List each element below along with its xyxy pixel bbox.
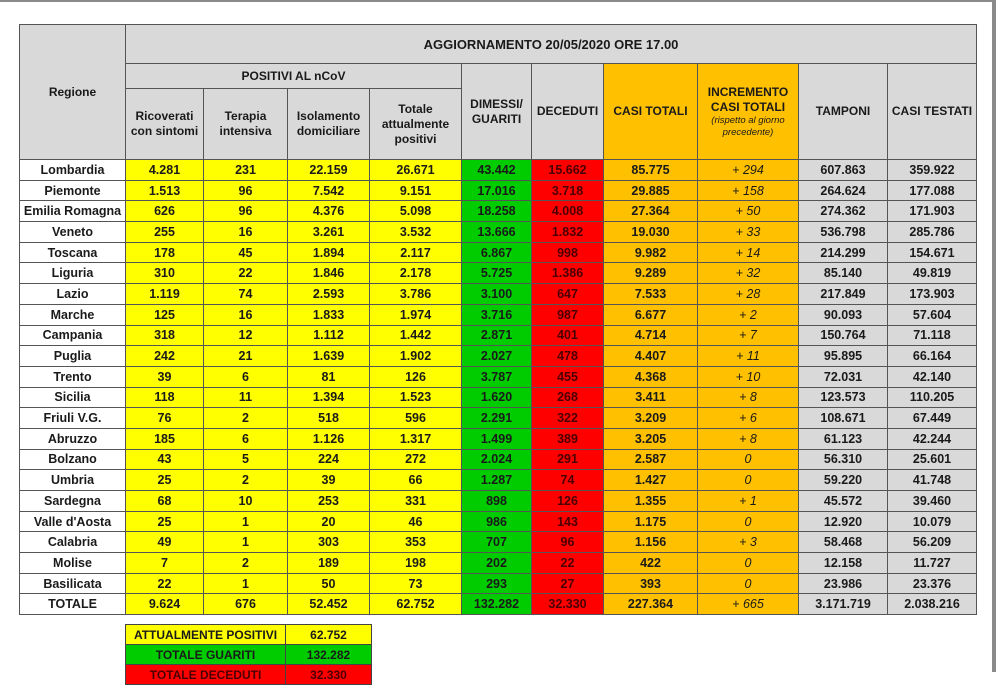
cell-totale-positivi: 272 [370, 449, 462, 470]
cell-incremento: + 2 [698, 304, 799, 325]
summary-label: TOTALE GUARITI [126, 645, 286, 665]
cell-ricoverati: 76 [126, 408, 204, 429]
cell-ricoverati: 43 [126, 449, 204, 470]
cell-casi-testati: 66.164 [888, 346, 977, 367]
table-row [20, 387, 977, 408]
table-row [20, 222, 977, 243]
cell-dimessi: 3.716 [462, 304, 532, 325]
cell-casi-testati: 110.205 [888, 387, 977, 408]
cell-totale-positivi: 198 [370, 553, 462, 574]
cell-isolamento: 1.126 [288, 428, 370, 449]
cell-isolamento: 1.846 [288, 263, 370, 284]
cell-regione: Lazio [20, 284, 126, 305]
cell-dimessi: 2.291 [462, 408, 532, 429]
cell-terapia: 6 [204, 366, 288, 387]
cell-incremento: 0 [698, 573, 799, 594]
cell-ricoverati: 7 [126, 553, 204, 574]
cell-casi-testati: 2.038.216 [888, 594, 977, 615]
cell-incremento: 0 [698, 449, 799, 470]
cell-casi-totali: 1.175 [604, 511, 698, 532]
cell-ricoverati: 9.624 [126, 594, 204, 615]
cell-terapia: 676 [204, 594, 288, 615]
cell-totale-positivi: 3.786 [370, 284, 462, 305]
cell-terapia: 16 [204, 222, 288, 243]
cell-totale-positivi: 1.523 [370, 387, 462, 408]
cell-isolamento: 52.452 [288, 594, 370, 615]
cell-totale-positivi: 1.974 [370, 304, 462, 325]
cell-deceduti: 15.662 [532, 160, 604, 181]
cell-tamponi: 264.624 [799, 180, 888, 201]
cell-ricoverati: 39 [126, 366, 204, 387]
cell-terapia: 96 [204, 180, 288, 201]
cell-deceduti: 4.008 [532, 201, 604, 222]
cell-casi-testati: 23.376 [888, 573, 977, 594]
cell-totale-positivi: 73 [370, 573, 462, 594]
cell-incremento: 0 [698, 511, 799, 532]
cell-totale-positivi: 1.317 [370, 428, 462, 449]
cell-tamponi: 45.572 [799, 491, 888, 512]
cell-casi-testati: 359.922 [888, 160, 977, 181]
cell-deceduti: 143 [532, 511, 604, 532]
table-row [20, 532, 977, 553]
table-row [20, 553, 977, 574]
cell-tamponi: 56.310 [799, 449, 888, 470]
cell-totale-positivi: 62.752 [370, 594, 462, 615]
cell-ricoverati: 1.513 [126, 180, 204, 201]
table-row [20, 201, 977, 222]
cell-casi-totali: 85.775 [604, 160, 698, 181]
cell-ricoverati: 118 [126, 387, 204, 408]
cell-terapia: 1 [204, 573, 288, 594]
cell-dimessi: 3.787 [462, 366, 532, 387]
cell-totale-positivi: 66 [370, 470, 462, 491]
cell-terapia: 45 [204, 242, 288, 263]
cell-ricoverati: 1.119 [126, 284, 204, 305]
cell-dimessi: 5.725 [462, 263, 532, 284]
cell-isolamento: 1.112 [288, 325, 370, 346]
header-incremento-note: (rispetto al giorno precedente) [711, 114, 785, 138]
summary-row [126, 665, 372, 685]
header-totale-positivi: Totale attualmente positivi [370, 89, 462, 160]
summary-body [126, 625, 372, 685]
total-row [20, 594, 977, 615]
cell-deceduti: 268 [532, 387, 604, 408]
cell-regione: Calabria [20, 532, 126, 553]
cell-totale-positivi: 331 [370, 491, 462, 512]
cell-casi-testati: 56.209 [888, 532, 977, 553]
cell-isolamento: 1.833 [288, 304, 370, 325]
cell-regione: Lombardia [20, 160, 126, 181]
cell-deceduti: 401 [532, 325, 604, 346]
cell-casi-testati: 71.118 [888, 325, 977, 346]
header-casi-testati: CASI TESTATI [888, 64, 977, 160]
cell-dimessi: 3.100 [462, 284, 532, 305]
cell-isolamento: 39 [288, 470, 370, 491]
cell-deceduti: 987 [532, 304, 604, 325]
table-row [20, 366, 977, 387]
cell-casi-testati: 25.601 [888, 449, 977, 470]
cell-casi-testati: 57.604 [888, 304, 977, 325]
cell-casi-totali: 1.156 [604, 532, 698, 553]
cell-dimessi: 202 [462, 553, 532, 574]
cell-tamponi: 95.895 [799, 346, 888, 367]
cell-regione: Toscana [20, 242, 126, 263]
cell-totale-positivi: 5.098 [370, 201, 462, 222]
header-positivi-group: POSITIVI AL nCoV [126, 64, 462, 89]
cell-incremento: + 11 [698, 346, 799, 367]
cell-regione: Liguria [20, 263, 126, 284]
cell-isolamento: 50 [288, 573, 370, 594]
cell-tamponi: 12.920 [799, 511, 888, 532]
cell-incremento: 0 [698, 553, 799, 574]
cell-deceduti: 389 [532, 428, 604, 449]
cell-deceduti: 322 [532, 408, 604, 429]
cell-isolamento: 1.639 [288, 346, 370, 367]
cell-regione: Emilia Romagna [20, 201, 126, 222]
cell-terapia: 2 [204, 470, 288, 491]
cell-regione: Marche [20, 304, 126, 325]
cell-casi-totali: 29.885 [604, 180, 698, 201]
cell-ricoverati: 68 [126, 491, 204, 512]
cell-dimessi: 2.871 [462, 325, 532, 346]
cell-casi-testati: 285.786 [888, 222, 977, 243]
cell-isolamento: 22.159 [288, 160, 370, 181]
cell-casi-totali: 3.209 [604, 408, 698, 429]
cell-casi-testati: 49.819 [888, 263, 977, 284]
summary-value: 132.282 [286, 645, 372, 665]
summary-row [126, 645, 372, 665]
cell-dimessi: 43.442 [462, 160, 532, 181]
cell-tamponi: 3.171.719 [799, 594, 888, 615]
cell-dimessi: 898 [462, 491, 532, 512]
cell-deceduti: 1.832 [532, 222, 604, 243]
table-row [20, 408, 977, 429]
cell-ricoverati: 4.281 [126, 160, 204, 181]
table-row [20, 284, 977, 305]
cell-dimessi: 986 [462, 511, 532, 532]
cell-casi-totali: 4.407 [604, 346, 698, 367]
cell-dimessi: 6.867 [462, 242, 532, 263]
cell-tamponi: 61.123 [799, 428, 888, 449]
table-row [20, 428, 977, 449]
cell-regione: Campania [20, 325, 126, 346]
cell-dimessi: 707 [462, 532, 532, 553]
cell-tamponi: 150.764 [799, 325, 888, 346]
cell-isolamento: 518 [288, 408, 370, 429]
cell-totale-positivi: 126 [370, 366, 462, 387]
cell-ricoverati: 318 [126, 325, 204, 346]
cell-isolamento: 4.376 [288, 201, 370, 222]
cell-tamponi: 72.031 [799, 366, 888, 387]
cell-incremento: + 28 [698, 284, 799, 305]
cell-regione: Trento [20, 366, 126, 387]
table-row [20, 573, 977, 594]
cell-isolamento: 7.542 [288, 180, 370, 201]
cell-ricoverati: 255 [126, 222, 204, 243]
cell-casi-testati: 42.244 [888, 428, 977, 449]
cell-tamponi: 214.299 [799, 242, 888, 263]
summary-value: 32.330 [286, 665, 372, 685]
cell-totale-positivi: 46 [370, 511, 462, 532]
header-ricoverati: Ricoverati con sintomi [126, 89, 204, 160]
cell-ricoverati: 125 [126, 304, 204, 325]
cell-casi-testati: 67.449 [888, 408, 977, 429]
table-title: AGGIORNAMENTO 20/05/2020 ORE 17.00 [126, 25, 977, 64]
cell-deceduti: 478 [532, 346, 604, 367]
cell-casi-testati: 42.140 [888, 366, 977, 387]
cell-deceduti: 291 [532, 449, 604, 470]
cell-dimessi: 1.620 [462, 387, 532, 408]
cell-ricoverati: 178 [126, 242, 204, 263]
cell-casi-totali: 6.677 [604, 304, 698, 325]
cell-terapia: 96 [204, 201, 288, 222]
cell-dimessi: 17.016 [462, 180, 532, 201]
cell-ricoverati: 22 [126, 573, 204, 594]
header-isolamento: Isolamento domiciliare [288, 89, 370, 160]
cell-terapia: 6 [204, 428, 288, 449]
cell-ricoverati: 626 [126, 201, 204, 222]
cell-regione: Umbria [20, 470, 126, 491]
cell-casi-totali: 227.364 [604, 594, 698, 615]
table-row [20, 242, 977, 263]
table-row [20, 263, 977, 284]
cell-incremento: + 6 [698, 408, 799, 429]
cell-incremento: + 8 [698, 387, 799, 408]
header-incremento [698, 64, 799, 160]
cell-deceduti: 455 [532, 366, 604, 387]
table-row [20, 325, 977, 346]
cell-incremento: + 158 [698, 180, 799, 201]
cell-tamponi: 23.986 [799, 573, 888, 594]
cell-terapia: 10 [204, 491, 288, 512]
cell-regione: Veneto [20, 222, 126, 243]
cell-tamponi: 12.158 [799, 553, 888, 574]
cell-deceduti: 74 [532, 470, 604, 491]
table-row [20, 491, 977, 512]
cell-deceduti: 1.386 [532, 263, 604, 284]
header-terapia: Terapia intensiva [204, 89, 288, 160]
cell-casi-totali: 9.982 [604, 242, 698, 263]
cell-casi-testati: 173.903 [888, 284, 977, 305]
cell-terapia: 2 [204, 553, 288, 574]
cell-deceduti: 32.330 [532, 594, 604, 615]
cell-incremento: + 7 [698, 325, 799, 346]
header-deceduti: DECEDUTI [532, 64, 604, 160]
cell-terapia: 231 [204, 160, 288, 181]
cell-casi-totali: 27.364 [604, 201, 698, 222]
cell-casi-testati: 11.727 [888, 553, 977, 574]
cell-regione: Abruzzo [20, 428, 126, 449]
header-casi-totali: CASI TOTALI [604, 64, 698, 160]
table-row [20, 511, 977, 532]
cell-casi-totali: 7.533 [604, 284, 698, 305]
cell-regione: TOTALE [20, 594, 126, 615]
table-row [20, 304, 977, 325]
cell-isolamento: 1.894 [288, 242, 370, 263]
cell-regione: Piemonte [20, 180, 126, 201]
cell-incremento: 0 [698, 470, 799, 491]
cell-tamponi: 90.093 [799, 304, 888, 325]
cell-totale-positivi: 26.671 [370, 160, 462, 181]
cell-deceduti: 647 [532, 284, 604, 305]
cell-deceduti: 22 [532, 553, 604, 574]
cell-tamponi: 274.362 [799, 201, 888, 222]
cell-incremento: + 33 [698, 222, 799, 243]
cell-dimessi: 13.666 [462, 222, 532, 243]
table-row [20, 449, 977, 470]
cell-tamponi: 217.849 [799, 284, 888, 305]
cell-tamponi: 58.468 [799, 532, 888, 553]
cell-dimessi: 2.027 [462, 346, 532, 367]
cell-incremento: + 294 [698, 160, 799, 181]
summary-value: 62.752 [286, 625, 372, 645]
summary-label: TOTALE DECEDUTI [126, 665, 286, 685]
cell-incremento: + 3 [698, 532, 799, 553]
cell-terapia: 74 [204, 284, 288, 305]
cell-tamponi: 123.573 [799, 387, 888, 408]
table-row [20, 346, 977, 367]
cell-dimessi: 132.282 [462, 594, 532, 615]
cell-ricoverati: 49 [126, 532, 204, 553]
cell-dimessi: 2.024 [462, 449, 532, 470]
header-dimessi: DIMESSI/ GUARITI [462, 64, 532, 160]
cell-incremento: + 8 [698, 428, 799, 449]
cell-casi-testati: 39.460 [888, 491, 977, 512]
cell-dimessi: 1.499 [462, 428, 532, 449]
cell-totale-positivi: 1.442 [370, 325, 462, 346]
cell-tamponi: 108.671 [799, 408, 888, 429]
cell-isolamento: 303 [288, 532, 370, 553]
cell-ricoverati: 25 [126, 470, 204, 491]
cell-tamponi: 85.140 [799, 263, 888, 284]
cell-totale-positivi: 2.178 [370, 263, 462, 284]
cell-incremento: + 10 [698, 366, 799, 387]
cell-deceduti: 3.718 [532, 180, 604, 201]
cell-totale-positivi: 353 [370, 532, 462, 553]
cell-casi-totali: 3.411 [604, 387, 698, 408]
cell-casi-totali: 2.587 [604, 449, 698, 470]
cell-ricoverati: 25 [126, 511, 204, 532]
cell-totale-positivi: 1.902 [370, 346, 462, 367]
cell-regione: Sicilia [20, 387, 126, 408]
cell-incremento: + 50 [698, 201, 799, 222]
cell-casi-totali: 1.427 [604, 470, 698, 491]
cell-deceduti: 27 [532, 573, 604, 594]
cell-terapia: 5 [204, 449, 288, 470]
cell-totale-positivi: 2.117 [370, 242, 462, 263]
cell-incremento: + 32 [698, 263, 799, 284]
cell-totale-positivi: 596 [370, 408, 462, 429]
cell-terapia: 16 [204, 304, 288, 325]
cell-casi-totali: 19.030 [604, 222, 698, 243]
cell-isolamento: 20 [288, 511, 370, 532]
cell-isolamento: 189 [288, 553, 370, 574]
cell-casi-testati: 171.903 [888, 201, 977, 222]
cell-casi-testati: 10.079 [888, 511, 977, 532]
cell-terapia: 11 [204, 387, 288, 408]
cell-deceduti: 96 [532, 532, 604, 553]
cell-ricoverati: 310 [126, 263, 204, 284]
cell-casi-totali: 393 [604, 573, 698, 594]
table-row [20, 470, 977, 491]
cell-tamponi: 59.220 [799, 470, 888, 491]
cell-casi-totali: 9.289 [604, 263, 698, 284]
header-tamponi: TAMPONI [799, 64, 888, 160]
cell-terapia: 12 [204, 325, 288, 346]
cell-incremento: + 665 [698, 594, 799, 615]
cell-regione: Sardegna [20, 491, 126, 512]
summary-table [125, 624, 372, 685]
cell-terapia: 22 [204, 263, 288, 284]
cell-isolamento: 3.261 [288, 222, 370, 243]
cell-incremento: + 14 [698, 242, 799, 263]
cell-isolamento: 253 [288, 491, 370, 512]
cell-regione: Molise [20, 553, 126, 574]
cell-incremento: + 1 [698, 491, 799, 512]
cell-deceduti: 126 [532, 491, 604, 512]
header-regione: Regione [20, 25, 126, 160]
cell-isolamento: 2.593 [288, 284, 370, 305]
cell-terapia: 1 [204, 532, 288, 553]
cell-dimessi: 18.258 [462, 201, 532, 222]
header-incremento-label: INCREMENTO CASI TOTALI [707, 84, 789, 114]
cell-regione: Basilicata [20, 573, 126, 594]
table-row [20, 180, 977, 201]
cell-regione: Bolzano [20, 449, 126, 470]
cell-terapia: 1 [204, 511, 288, 532]
covid-regions-table [19, 24, 977, 615]
cell-casi-totali: 422 [604, 553, 698, 574]
cell-totale-positivi: 3.532 [370, 222, 462, 243]
table-row [20, 160, 977, 181]
cell-regione: Friuli V.G. [20, 408, 126, 429]
cell-ricoverati: 242 [126, 346, 204, 367]
cell-terapia: 2 [204, 408, 288, 429]
cell-regione: Valle d'Aosta [20, 511, 126, 532]
cell-dimessi: 1.287 [462, 470, 532, 491]
cell-casi-totali: 4.368 [604, 366, 698, 387]
cell-totale-positivi: 9.151 [370, 180, 462, 201]
cell-casi-totali: 4.714 [604, 325, 698, 346]
cell-tamponi: 607.863 [799, 160, 888, 181]
cell-casi-totali: 3.205 [604, 428, 698, 449]
cell-casi-testati: 154.671 [888, 242, 977, 263]
cell-isolamento: 81 [288, 366, 370, 387]
cell-regione: Puglia [20, 346, 126, 367]
cell-casi-totali: 1.355 [604, 491, 698, 512]
cell-terapia: 21 [204, 346, 288, 367]
summary-row [126, 625, 372, 645]
table-body [20, 160, 977, 615]
cell-dimessi: 293 [462, 573, 532, 594]
cell-casi-testati: 177.088 [888, 180, 977, 201]
cell-ricoverati: 185 [126, 428, 204, 449]
cell-deceduti: 998 [532, 242, 604, 263]
cell-casi-testati: 41.748 [888, 470, 977, 491]
cell-isolamento: 1.394 [288, 387, 370, 408]
cell-tamponi: 536.798 [799, 222, 888, 243]
cell-isolamento: 224 [288, 449, 370, 470]
summary-label: ATTUALMENTE POSITIVI [126, 625, 286, 645]
